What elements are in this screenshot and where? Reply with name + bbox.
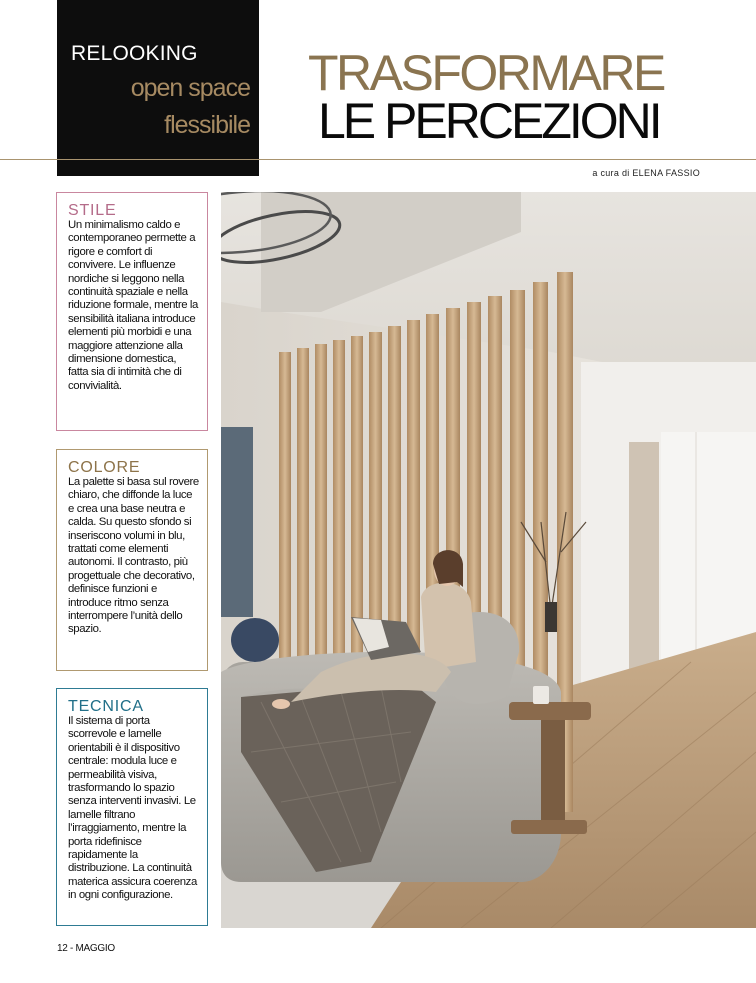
header-black-panel bbox=[57, 0, 259, 176]
headline-line2: LE PERCEZIONI bbox=[318, 93, 660, 149]
stile-text: Un minimalismo caldo e contemporaneo permette a rigore e comfort di convivere. Le influenze nordiche si leggono nella continuità spaziale e nella riduzione formale, mentre la sensibilità italiana introduce elementi più morbidi e una maggiore attenzione alla dimensione domestica, fatta sia di intimità che di convivialità. bbox=[68, 219, 198, 392]
sidebar-box-tecnica bbox=[56, 688, 208, 926]
headline-line1: TRASFORMARE bbox=[308, 45, 664, 101]
colore-text: La palette si basa sul rovere chiaro, che diffonde la luce e crea una base neutra e calda. Su questo sfondo si inseriscono volumi in blu, trattati come elementi autonomi. Il contrasto, più progettuale che decorativo, definisce funzioni e introduce ritmo senza interrompere l’unità dello spazio. bbox=[68, 476, 199, 636]
header-divider bbox=[0, 159, 756, 160]
tecnica-text: Il sistema di porta scorrevole e lamelle orientabili è il dispositivo centrale: modula luce e permeabilità visiva, trasformando lo spazio senza interventi invasivi. Le lamelle filtrano l’irraggiamento, mentre la porta ridefinisce rapidamente la distribuzione. La continuità materica assicura coerenza in ogni configurazione. bbox=[68, 715, 197, 902]
sidebar-box-colore bbox=[56, 449, 208, 671]
section-subtitle-line2: flessibile bbox=[164, 111, 250, 139]
section-subtitle-line1: open space bbox=[130, 74, 250, 102]
tecnica-heading: TECNICA bbox=[68, 698, 144, 715]
byline: a cura di ELENA FASSIO bbox=[592, 168, 700, 178]
sidebar-box-stile bbox=[56, 192, 208, 431]
section-kicker: RELOOKING bbox=[71, 42, 198, 65]
colore-heading: COLORE bbox=[68, 459, 141, 476]
interior-illustration bbox=[221, 192, 756, 928]
stile-heading: STILE bbox=[68, 202, 117, 219]
interior-photo bbox=[221, 192, 756, 928]
page-folio: 12 - MAGGIO bbox=[57, 943, 115, 954]
